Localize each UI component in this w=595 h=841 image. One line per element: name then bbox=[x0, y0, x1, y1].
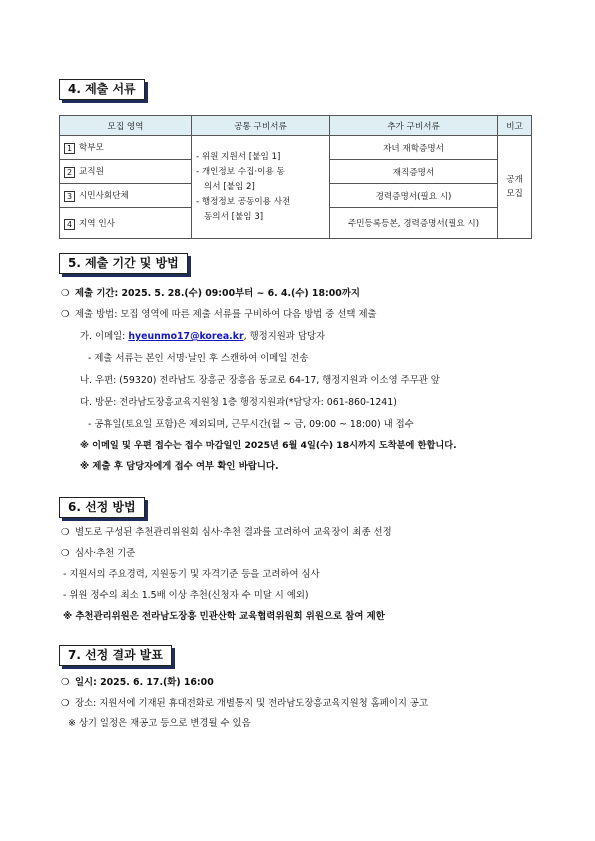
confirm-note: ※ 제출 후 담당자에게 접수 여부 확인 바랍니다. bbox=[80, 461, 279, 472]
submission-period bbox=[61, 287, 360, 300]
bullet-circle-icon: ❍ bbox=[61, 527, 70, 538]
method-text: 제출 방법: 모집 영역에 따른 제출 서류를 구비하여 다음 방법 중 선택 제출 bbox=[75, 309, 377, 320]
common-line: - 행정정보 공동이용 사전 bbox=[196, 196, 291, 207]
selection-line-1 bbox=[61, 526, 392, 539]
selection-line-3: - 지원서의 주요경력, 지원동기 및 자격기준 등을 고려하여 심사 bbox=[63, 569, 320, 580]
visit-note: - 공휴일(토요일 포함)은 제외되며, 근무시간(월 ~ 금, 09:00 ~ 18:00) 내 접수 bbox=[88, 419, 414, 430]
schedule-note: ※ 상기 일정은 재공고 등으로 변경될 수 있음 bbox=[68, 718, 251, 729]
note-line: 모집 bbox=[506, 189, 523, 199]
extra-cell: 재직증명서 bbox=[330, 160, 498, 184]
area-label: 학부모 bbox=[79, 143, 104, 153]
area-cell bbox=[60, 184, 192, 208]
deadline-note: ※ 이메일 및 우편 접수는 접수 마감일인 2025년 6월 4일(수) 18시까지 도착분에 한합니다. bbox=[80, 440, 457, 451]
note-line: 공개 bbox=[506, 175, 523, 185]
period-text: 제출 기간: 2025. 5. 28.(수) 09:00부터 ~ 6. 4.(수) 18:00까지 bbox=[75, 288, 360, 299]
email-prefix: 가. 이메일: bbox=[80, 331, 129, 342]
selection-line-4: - 위원 정수의 최소 1.5배 이상 추천(신청자 수 미달 시 예외) bbox=[63, 590, 309, 601]
section-7-title: 7. 선정 결과 발표 bbox=[59, 645, 172, 666]
area-label: 지역 인사 bbox=[79, 218, 115, 229]
email-note: - 제출 서류는 본인 서명·날인 후 스캔하여 이메일 전송 bbox=[88, 353, 309, 364]
selection-text: 심사·추천 기준 bbox=[75, 548, 136, 559]
selection-line-5: ※ 추천관리위원은 전라남도장흥 민관산학 교육협력위원회 위원으로 참여 제한 bbox=[63, 611, 385, 622]
table-row bbox=[60, 136, 532, 160]
section-5-title: 5. 제출 기간 및 방법 bbox=[59, 253, 188, 274]
common-line: 의서 [붙임 2] bbox=[204, 181, 255, 192]
visit-line: 다. 방문: 전라남도장흥교육지원청 1층 행정지원과(*담당자: 061-860-1241) bbox=[80, 397, 397, 408]
area-cell bbox=[60, 160, 192, 184]
extra-cell: 경력증명서(필요 시) bbox=[330, 184, 498, 208]
selection-text: 별도로 구성된 추천관리위원회 심사·추천 결과를 고려하여 교육장이 최종 선정 bbox=[75, 527, 392, 538]
email-line bbox=[80, 330, 325, 343]
number-box: 4 bbox=[64, 219, 75, 230]
header-area: 모집 영역 bbox=[60, 116, 192, 136]
selection-line-2 bbox=[61, 547, 135, 560]
date-text: 일시: 2025. 6. 17.(화) 16:00 bbox=[75, 677, 214, 688]
area-cell bbox=[60, 208, 192, 239]
section-4-title: 4. 제출 서류 bbox=[59, 79, 145, 100]
header-note: 비고 bbox=[498, 116, 532, 136]
bullet-circle-icon: ❍ bbox=[61, 548, 70, 559]
place-text: 장소: 지원서에 기재된 휴대전화로 개별통지 및 전라남도장흥교육지원청 홈페이지 공고 bbox=[75, 698, 429, 709]
bullet-circle-icon: ❍ bbox=[61, 288, 70, 299]
area-cell bbox=[60, 136, 192, 160]
email-suffix: , 행정지원과 담당자 bbox=[243, 331, 326, 342]
header-extra: 추가 구비서류 bbox=[330, 116, 498, 136]
announcement-date bbox=[61, 676, 214, 689]
area-label: 시민사회단체 bbox=[79, 191, 129, 201]
common-line: - 개인정보 수집·이용 동 bbox=[196, 166, 285, 177]
extra-cell: 주민등록등본, 경력증명서(필요 시) bbox=[330, 208, 498, 239]
table-header-row bbox=[60, 116, 532, 136]
mail-line: 나. 우편: (59320) 전라남도 장흥군 장흥읍 동교로 64-17, 행정지원과 이소영 주무관 앞 bbox=[80, 375, 440, 386]
extra-cell: 자녀 재학증명서 bbox=[330, 136, 498, 160]
number-box: 3 bbox=[64, 191, 75, 202]
documents-table bbox=[59, 115, 532, 239]
bullet-circle-icon: ❍ bbox=[61, 677, 70, 688]
bullet-circle-icon: ❍ bbox=[61, 309, 70, 320]
submission-method bbox=[61, 308, 377, 321]
common-line: - 위원 지원서 [붙임 1] bbox=[196, 151, 281, 162]
announcement-place bbox=[61, 697, 428, 710]
number-box: 2 bbox=[64, 167, 75, 178]
common-documents-cell bbox=[192, 136, 330, 239]
header-common: 공통 구비서류 bbox=[192, 116, 330, 136]
email-link[interactable]: hyeunmo17@korea.kr bbox=[128, 331, 244, 342]
common-line: 동의서 [붙임 3] bbox=[204, 211, 264, 222]
area-label: 교직원 bbox=[79, 167, 104, 177]
number-box: 1 bbox=[64, 143, 75, 154]
bullet-circle-icon: ❍ bbox=[61, 698, 70, 709]
note-cell bbox=[498, 136, 532, 239]
section-6-title: 6. 선정 방법 bbox=[59, 497, 145, 518]
